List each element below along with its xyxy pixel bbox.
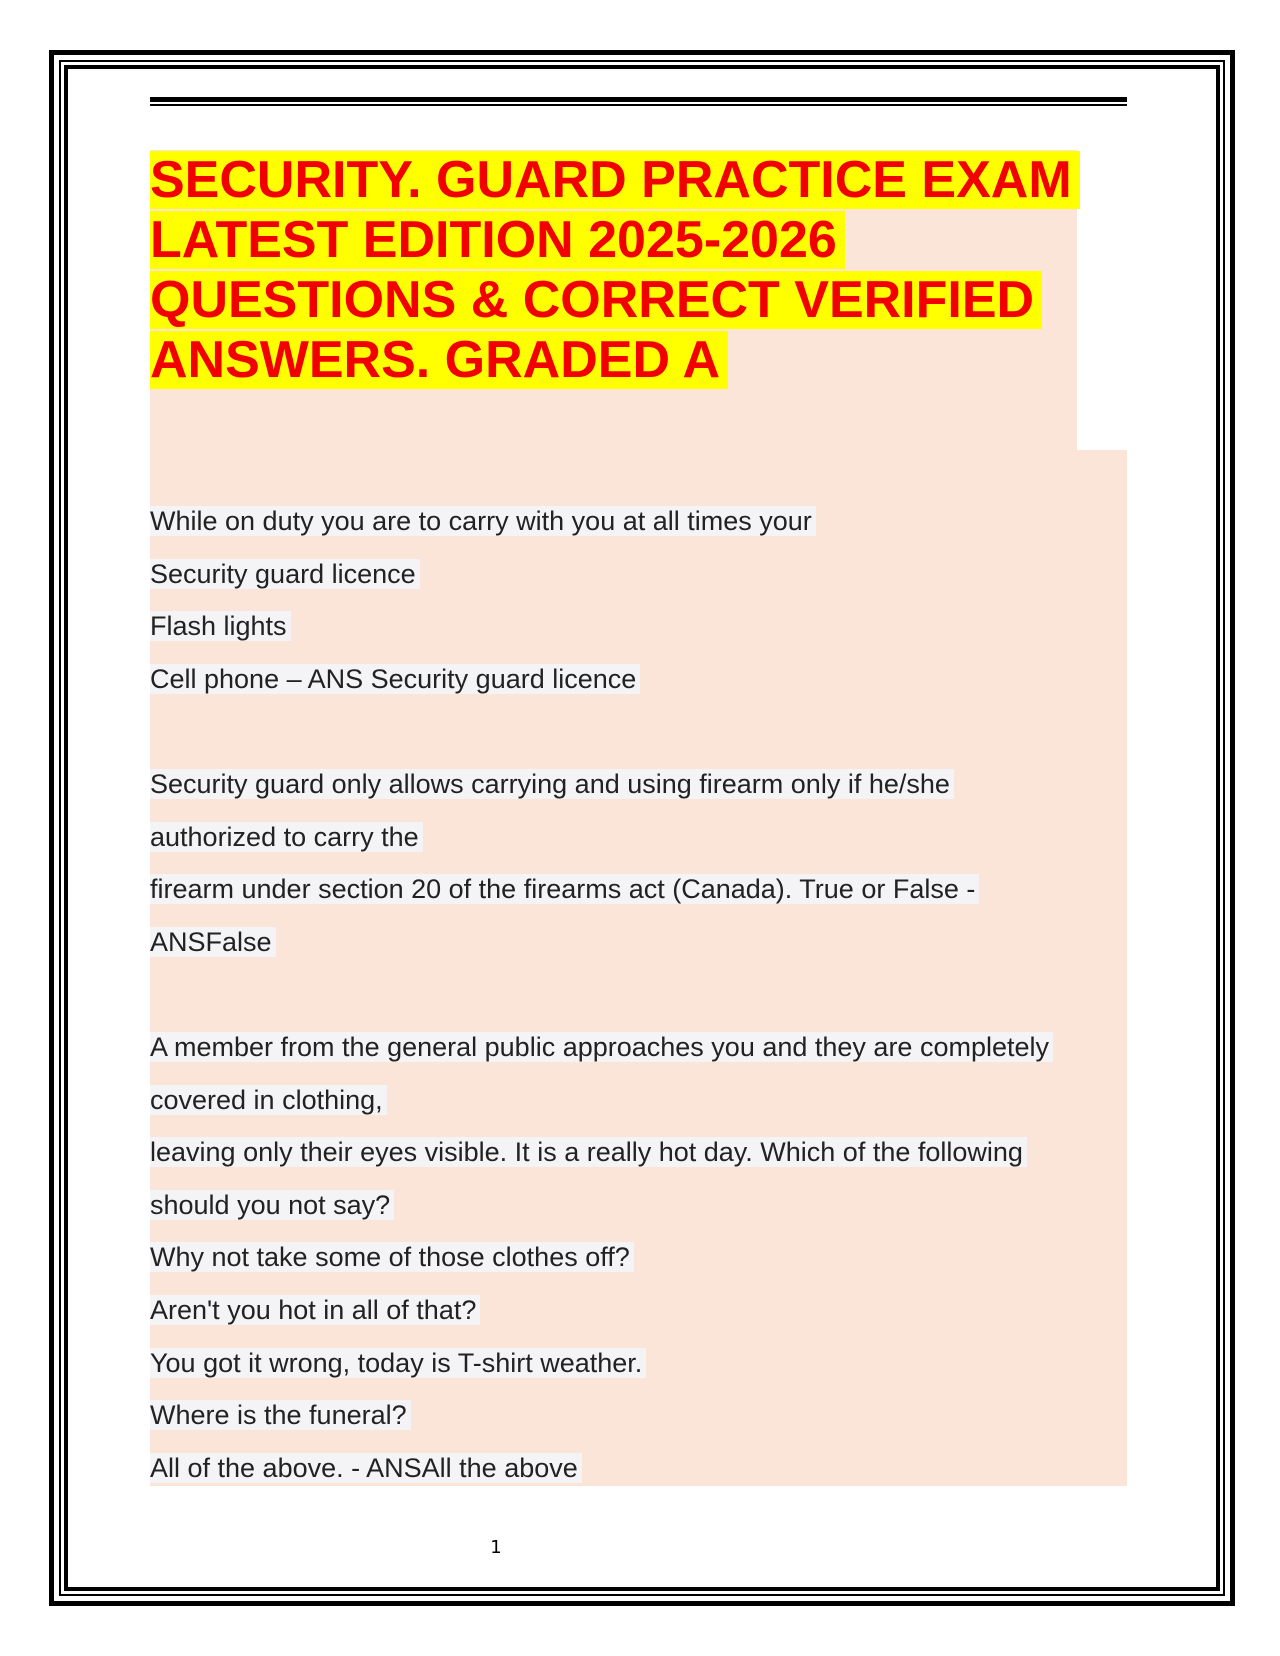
title-line: QUESTIONS & CORRECT VERIFIED (150, 270, 1080, 330)
title-line: SECURITY. GUARD PRACTICE EXAM (150, 150, 1080, 210)
question-line: authorized to carry the (150, 811, 1130, 864)
answer-option: Cell phone – ANS Security guard licence (150, 653, 1130, 706)
answer-option: Security guard licence (150, 548, 1130, 601)
title-line: ANSWERS. GRADED A (150, 330, 1080, 390)
answer-option: Where is the funeral? (150, 1389, 1130, 1442)
question-line: While on duty you are to carry with you at all times your (150, 495, 1130, 548)
question-line: covered in clothing, (150, 1074, 1130, 1127)
answer-option: Aren't you hot in all of that? (150, 1284, 1130, 1337)
header-rule-thick (150, 97, 1127, 102)
question-line: should you not say? (150, 1179, 1130, 1232)
answer-option: Flash lights (150, 600, 1130, 653)
title-line: LATEST EDITION 2025-2026 (150, 210, 1080, 270)
document-title (150, 150, 1080, 390)
question-spacer (150, 968, 1130, 1021)
question-1 (150, 495, 1130, 705)
answer-option: Why not take some of those clothes off? (150, 1231, 1130, 1284)
page-number: 1 (490, 1537, 502, 1558)
question-line: A member from the general public approaches you and they are completely (150, 1021, 1130, 1074)
question-list (150, 495, 1130, 1494)
header-rule-thin (150, 104, 1127, 106)
question-line: firearm under section 20 of the firearms act (Canada). True or False - (150, 863, 1130, 916)
answer-option: You got it wrong, today is T-shirt weather. (150, 1337, 1130, 1390)
question-spacer (150, 705, 1130, 758)
answer-option: All of the above. - ANSAll the above (150, 1442, 1130, 1495)
answer-line: ANSFalse (150, 916, 1130, 969)
question-2 (150, 758, 1130, 968)
question-line: leaving only their eyes visible. It is a really hot day. Which of the following (150, 1126, 1130, 1179)
question-3 (150, 1021, 1130, 1494)
question-line: Security guard only allows carrying and using firearm only if he/she (150, 758, 1130, 811)
